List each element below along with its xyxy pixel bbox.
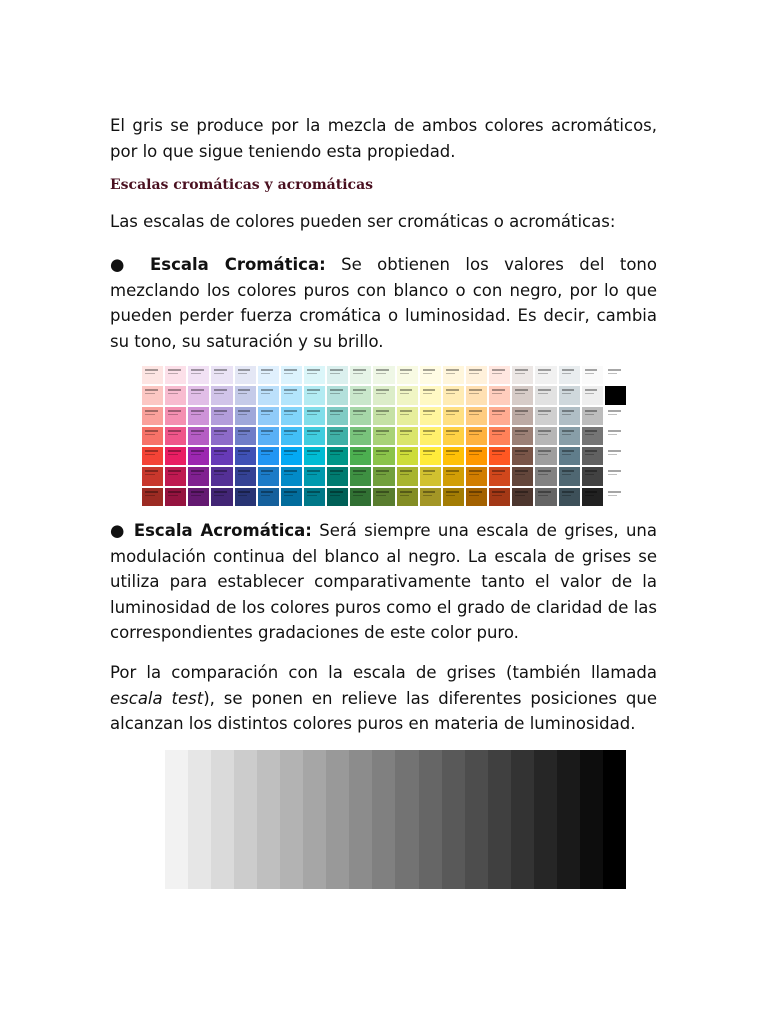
palette-swatch	[512, 488, 533, 506]
palette-swatch	[142, 447, 163, 465]
text-chromatic: Se obtienen los valores del tono mezclando los colores puros con blanco o con negro, por lo que pueden perder fuerza cromática o luminosidad. Es decir, cambia su tono, su saturación y su brillo.	[110, 255, 657, 351]
palette-swatch	[304, 467, 325, 485]
palette-swatch	[165, 366, 186, 384]
gray-step	[303, 750, 326, 889]
palette-swatch	[605, 407, 626, 425]
palette-swatch	[142, 488, 163, 506]
palette-swatch	[559, 386, 580, 404]
palette-swatch	[535, 488, 556, 506]
gray-step	[488, 750, 511, 889]
paragraph-chromatic-scale	[110, 252, 657, 354]
palette-swatch	[350, 467, 371, 485]
palette-swatch	[327, 447, 348, 465]
palette-swatch	[211, 488, 232, 506]
palette-swatch	[420, 467, 441, 485]
palette-swatch	[559, 447, 580, 465]
palette-swatch	[489, 467, 510, 485]
gray-step	[419, 750, 442, 889]
palette-swatch	[466, 488, 487, 506]
palette-swatch	[165, 467, 186, 485]
palette-swatch	[304, 427, 325, 445]
palette-swatch	[373, 407, 394, 425]
paragraph-achromatic-scale	[110, 518, 657, 646]
palette-swatch	[211, 407, 232, 425]
palette-swatch	[535, 427, 556, 445]
palette-swatch	[605, 386, 626, 404]
palette-swatch	[443, 427, 464, 445]
palette-swatch	[211, 467, 232, 485]
palette-swatch	[559, 467, 580, 485]
palette-swatch	[304, 488, 325, 506]
palette-swatch	[582, 447, 603, 465]
palette-swatch	[350, 447, 371, 465]
gray-step	[326, 750, 349, 889]
term-achromatic: Escala Acromática:	[133, 521, 312, 540]
palette-swatch	[397, 467, 418, 485]
gray-step	[234, 750, 257, 889]
palette-swatch	[535, 447, 556, 465]
palette-swatch	[211, 386, 232, 404]
gray-step	[349, 750, 372, 889]
palette-swatch	[373, 467, 394, 485]
chromatic-color-palette-image	[142, 366, 626, 506]
palette-swatch	[350, 366, 371, 384]
gray-step	[188, 750, 211, 889]
gray-step	[395, 750, 418, 889]
palette-swatch	[466, 447, 487, 465]
palette-swatch	[188, 386, 209, 404]
palette-swatch	[443, 447, 464, 465]
palette-swatch	[235, 447, 256, 465]
palette-swatch	[327, 427, 348, 445]
palette-swatch	[327, 407, 348, 425]
palette-swatch	[211, 366, 232, 384]
gray-step	[580, 750, 603, 889]
palette-swatch	[489, 488, 510, 506]
palette-swatch	[373, 427, 394, 445]
palette-swatch	[373, 488, 394, 506]
gray-step	[534, 750, 557, 889]
palette-swatch	[258, 386, 279, 404]
palette-swatch	[165, 386, 186, 404]
paragraph-scale-test	[110, 660, 657, 737]
palette-swatch	[582, 467, 603, 485]
gray-step	[165, 750, 188, 889]
palette-swatch	[397, 407, 418, 425]
palette-swatch	[582, 488, 603, 506]
palette-swatch	[188, 447, 209, 465]
palette-swatch	[466, 366, 487, 384]
text-achromatic: Será siempre una escala de grises, una modulación continua del blanco al negro. La escala de grises se utiliza para establecer comparativamente tanto el valor de la luminosidad de los colores puros como el grado de claridad de las correspondientes gradaciones de este color puro.	[110, 521, 657, 642]
palette-swatch	[605, 447, 626, 465]
palette-swatch	[397, 447, 418, 465]
palette-swatch	[512, 427, 533, 445]
palette-swatch	[235, 407, 256, 425]
palette-swatch	[281, 447, 302, 465]
gray-step	[603, 750, 626, 889]
gray-step	[442, 750, 465, 889]
palette-swatch	[582, 386, 603, 404]
palette-swatch	[582, 407, 603, 425]
palette-swatch	[142, 366, 163, 384]
palette-swatch	[535, 407, 556, 425]
palette-swatch	[211, 447, 232, 465]
palette-swatch	[327, 488, 348, 506]
palette-swatch	[350, 427, 371, 445]
palette-swatch	[142, 386, 163, 404]
palette-swatch	[420, 386, 441, 404]
palette-swatch	[258, 488, 279, 506]
palette-swatch	[258, 366, 279, 384]
palette-swatch	[188, 467, 209, 485]
palette-swatch	[327, 386, 348, 404]
section-heading: Escalas cromáticas y acromáticas	[110, 177, 374, 193]
palette-swatch	[373, 447, 394, 465]
term-chromatic: Escala Cromática:	[150, 255, 326, 274]
palette-swatch	[605, 488, 626, 506]
palette-swatch	[466, 427, 487, 445]
text-scale-test-italic: escala test	[110, 688, 204, 708]
palette-swatch	[466, 386, 487, 404]
gray-step	[511, 750, 534, 889]
palette-swatch	[489, 447, 510, 465]
gray-step	[211, 750, 234, 889]
palette-swatch	[235, 427, 256, 445]
palette-swatch	[605, 427, 626, 445]
gray-scale-image	[165, 750, 626, 889]
palette-swatch	[281, 467, 302, 485]
palette-swatch	[559, 407, 580, 425]
palette-swatch	[188, 407, 209, 425]
palette-swatch	[605, 467, 626, 485]
palette-swatch	[397, 427, 418, 445]
paragraph-scales-intro: Las escalas de colores pueden ser cromáticas o acromáticas:	[110, 212, 616, 231]
palette-swatch	[281, 427, 302, 445]
palette-swatch	[281, 488, 302, 506]
palette-swatch	[188, 366, 209, 384]
palette-swatch	[350, 488, 371, 506]
palette-swatch	[258, 447, 279, 465]
palette-swatch	[443, 467, 464, 485]
palette-swatch	[350, 407, 371, 425]
palette-swatch	[420, 366, 441, 384]
palette-swatch	[582, 366, 603, 384]
palette-swatch	[443, 407, 464, 425]
palette-swatch	[535, 386, 556, 404]
palette-swatch	[443, 366, 464, 384]
palette-swatch	[350, 386, 371, 404]
palette-swatch	[397, 386, 418, 404]
palette-swatch	[373, 366, 394, 384]
palette-swatch	[304, 407, 325, 425]
palette-swatch	[327, 366, 348, 384]
palette-swatch	[304, 386, 325, 404]
palette-swatch	[443, 488, 464, 506]
palette-swatch	[373, 386, 394, 404]
palette-swatch	[466, 467, 487, 485]
palette-swatch	[535, 366, 556, 384]
palette-swatch	[397, 488, 418, 506]
palette-swatch	[235, 366, 256, 384]
palette-swatch	[211, 427, 232, 445]
palette-swatch	[489, 427, 510, 445]
palette-swatch	[512, 447, 533, 465]
palette-swatch	[466, 407, 487, 425]
palette-swatch	[304, 447, 325, 465]
palette-swatch	[420, 447, 441, 465]
bullet-achromatic: ●	[110, 521, 127, 540]
gray-step	[557, 750, 580, 889]
palette-swatch	[165, 427, 186, 445]
palette-swatch	[327, 467, 348, 485]
palette-swatch	[281, 407, 302, 425]
palette-swatch	[304, 366, 325, 384]
palette-swatch	[397, 366, 418, 384]
palette-swatch	[258, 427, 279, 445]
palette-swatch	[281, 366, 302, 384]
palette-swatch	[559, 427, 580, 445]
palette-swatch	[420, 427, 441, 445]
palette-swatch	[235, 488, 256, 506]
palette-swatch	[512, 467, 533, 485]
palette-swatch	[512, 386, 533, 404]
palette-swatch	[512, 407, 533, 425]
bullet-chromatic: ●	[110, 255, 135, 274]
palette-swatch	[235, 386, 256, 404]
palette-swatch	[142, 407, 163, 425]
gray-step	[372, 750, 395, 889]
paragraph-gray: El gris se produce por la mezcla de ambos colores acromáticos, por lo que sigue teniendo esta propiedad.	[110, 116, 657, 161]
palette-swatch	[142, 427, 163, 445]
palette-swatch	[281, 386, 302, 404]
palette-swatch	[165, 407, 186, 425]
palette-swatch	[582, 427, 603, 445]
palette-swatch	[258, 467, 279, 485]
palette-swatch	[420, 407, 441, 425]
gray-step	[257, 750, 280, 889]
palette-swatch	[142, 467, 163, 485]
gray-step	[465, 750, 488, 889]
text-scale-test-before: Por la comparación con la escala de grises (también llamada	[110, 663, 657, 682]
palette-swatch	[489, 407, 510, 425]
palette-swatch	[165, 488, 186, 506]
palette-swatch	[559, 366, 580, 384]
palette-swatch	[489, 386, 510, 404]
palette-swatch	[512, 366, 533, 384]
palette-swatch	[559, 488, 580, 506]
palette-swatch	[188, 427, 209, 445]
palette-swatch	[188, 488, 209, 506]
palette-swatch	[605, 366, 626, 384]
palette-swatch	[535, 467, 556, 485]
palette-swatch	[443, 386, 464, 404]
palette-swatch	[489, 366, 510, 384]
palette-swatch	[258, 407, 279, 425]
palette-swatch	[235, 467, 256, 485]
palette-swatch	[165, 447, 186, 465]
gray-step	[280, 750, 303, 889]
text-scale-test-after: ), se ponen en relieve las diferentes posiciones que alcanzan los distintos colores puros en materia de luminosidad.	[110, 688, 657, 733]
palette-swatch	[420, 488, 441, 506]
